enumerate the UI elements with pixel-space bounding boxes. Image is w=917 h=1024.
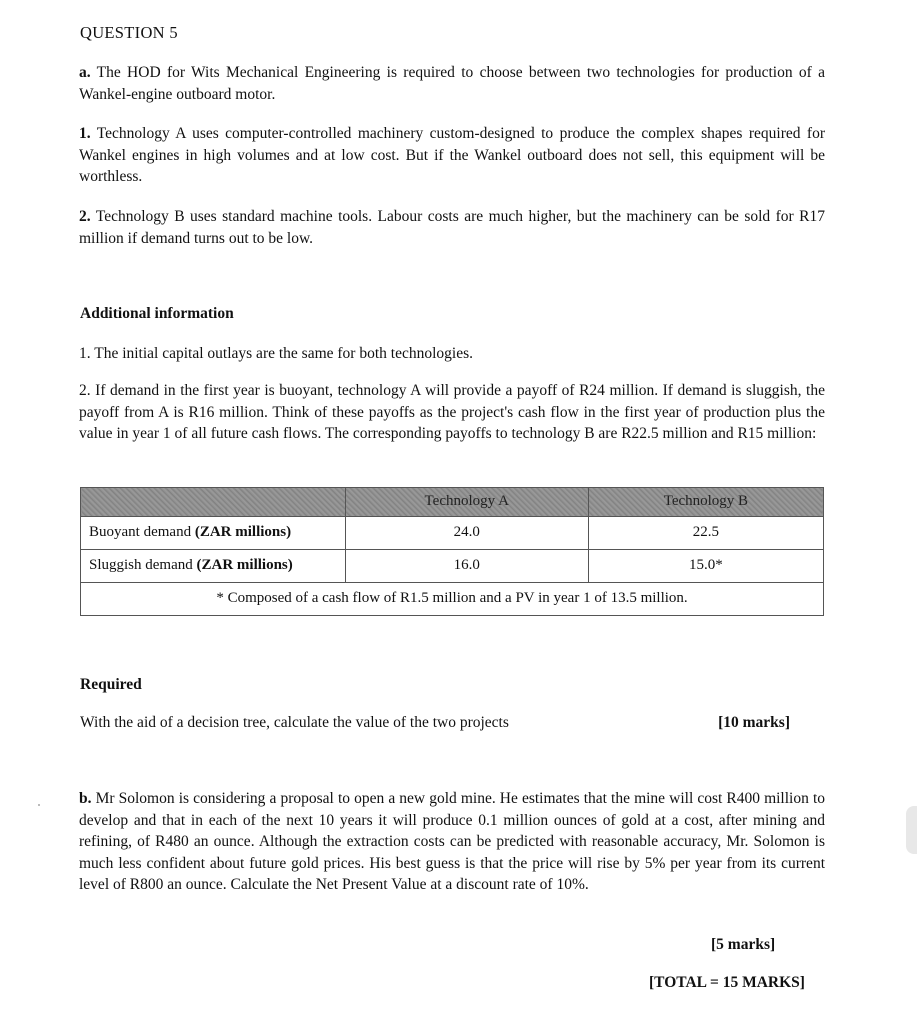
row-label <box>81 517 346 550</box>
required-marks: [10 marks] <box>718 714 790 731</box>
table-footnote-row <box>81 583 824 616</box>
table-footnote: * Composed of a cash flow of R1.5 million and a PV in year 1 of 13.5 million. <box>81 583 824 616</box>
additional-info-1: 1. The initial capital outlays are the same for both technologies. <box>79 345 473 362</box>
row-label <box>81 550 346 583</box>
part-a-intro-text: The HOD for Wits Mechanical Engineering is required to choose between two technologies for production of a Wankel-engine outboard motor. <box>79 64 825 103</box>
part-a-intro <box>79 62 825 105</box>
part-a-label: a. <box>79 64 91 81</box>
row-label-plain: Buoyant demand <box>89 524 195 541</box>
table-header-technology-b: Technology B <box>588 488 823 517</box>
part-a-item-2 <box>79 206 825 249</box>
item-1-text: Technology A uses computer-controlled machinery custom-designed to produce the complex shapes required for Wankel engines in high volumes and at low cost. But if the Wankel outboard does not sell, this equipment will be worthless. <box>79 125 825 185</box>
row-label-bold: (ZAR millions) <box>194 524 292 541</box>
table-header-blank <box>81 488 346 517</box>
part-b-text: Mr Solomon is considering a proposal to open a new gold mine. He estimates that the mine will cost R400 million to develop and that in each of the next 10 years it will produce 0.1 million ounces of gold at a cost, after mining and refining, of R480 an ounce. Although the extraction costs can be predicted with reasonable accuracy, Mr. Solomon is much less confident about future gold prices. His best guess is that the price will rise by 5% per year from its current level of R800 an ounce. Calculate the Net Present Value at a discount rate of 10%. <box>79 790 825 893</box>
payoff-table <box>80 487 824 616</box>
item-1-label: 1. <box>79 125 91 142</box>
required-heading: Required <box>80 676 142 693</box>
additional-info-heading: Additional information <box>80 305 234 322</box>
cell-technology-b: 22.5 <box>588 517 823 550</box>
part-b-label: b. <box>79 790 92 807</box>
additional-info-2: 2. If demand in the first year is buoyant, technology A will provide a payoff of R24 million. If demand is sluggish, the payoff from A is R16 million. Think of these payoffs as the project's cash flow in the first year of production plus the value in year 1 of all future cash flows. The corresponding payoffs to technology B are R22.5 million and R15 million: <box>79 382 825 442</box>
part-a-item-1 <box>79 123 825 188</box>
required-text: With the aid of a decision tree, calculate the value of the two projects <box>80 714 509 731</box>
item-2-text: Technology B uses standard machine tools. Labour costs are much higher, but the machinery can be sold for R17 million if demand turns out to be low. <box>79 208 825 247</box>
part-b <box>79 788 825 896</box>
cell-technology-b: 15.0* <box>588 550 823 583</box>
table-header-row <box>81 488 824 517</box>
question-title: QUESTION 5 <box>80 23 178 42</box>
table-header-technology-a: Technology A <box>345 488 588 517</box>
scan-speck <box>38 804 40 806</box>
row-label-plain: Sluggish demand <box>89 557 197 574</box>
page-edge-tab <box>906 806 917 854</box>
total-marks: [TOTAL = 15 MARKS] <box>649 974 805 991</box>
item-2-label: 2. <box>79 208 91 225</box>
part-b-marks: [5 marks] <box>711 936 776 953</box>
table-row <box>81 550 824 583</box>
required-line <box>80 712 790 734</box>
row-label-bold: (ZAR millions) <box>196 557 293 574</box>
cell-technology-a: 16.0 <box>345 550 588 583</box>
table-row <box>81 517 824 550</box>
cell-technology-a: 24.0 <box>345 517 588 550</box>
